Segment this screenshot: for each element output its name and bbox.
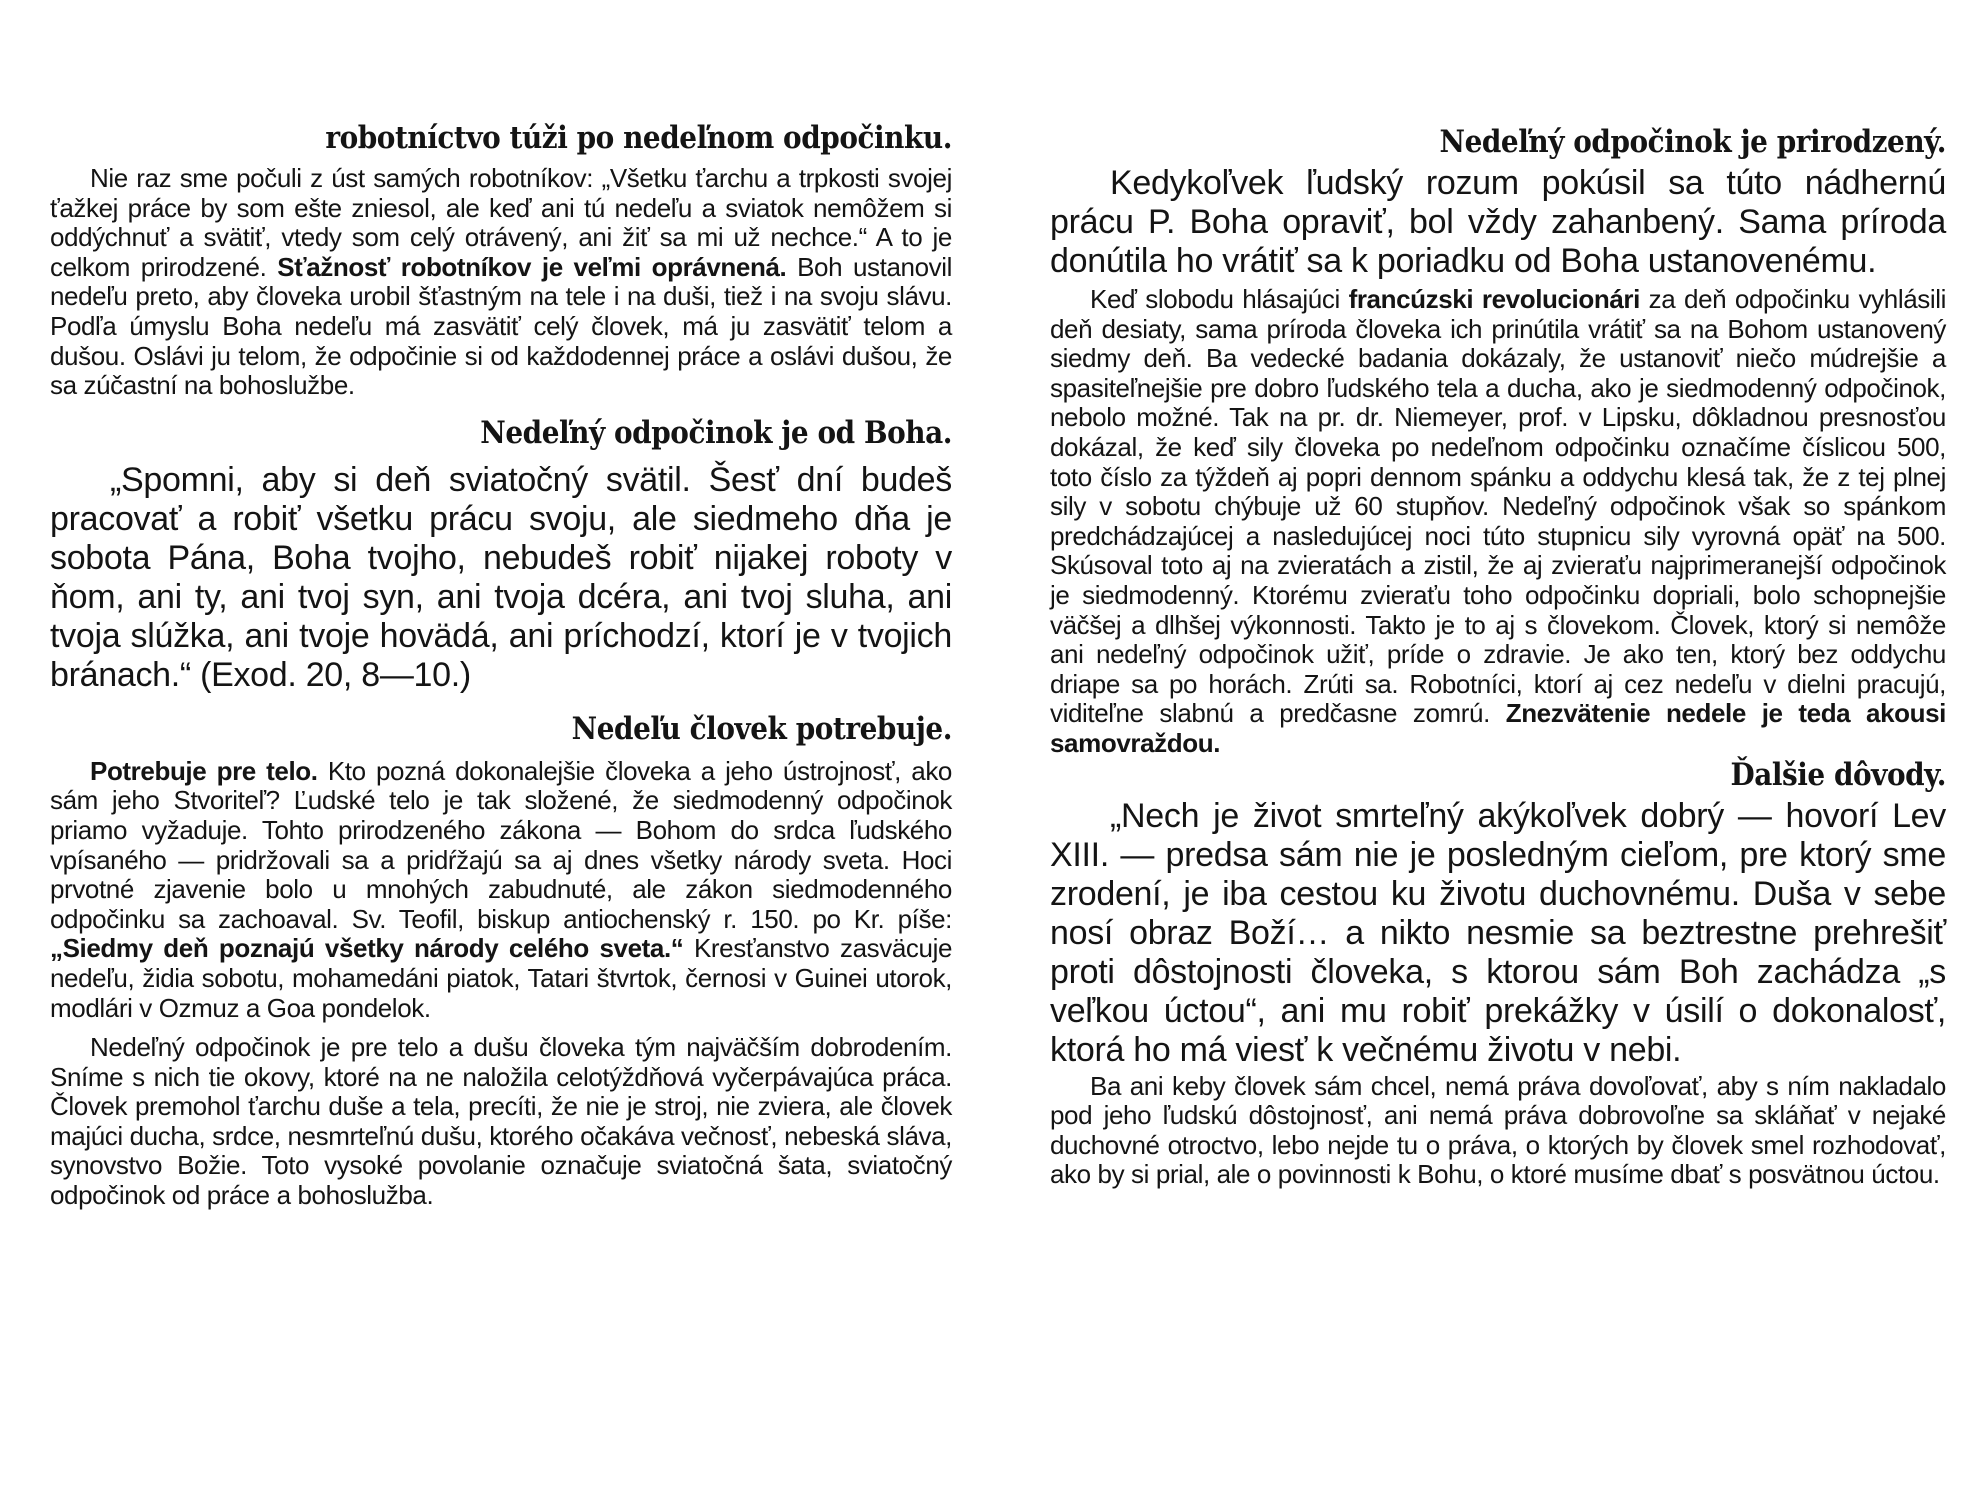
paragraph-text: Boh ustanovil nedeľu preto, aby človeka urobil šťastným na tele i na duši, tiež i na svoju slávu. Podľa úmyslu Boha nedeľu má zasvätiť celý človek, má ju zasvätiť telom a dušou. Oslávi ju telom, že odpočinie si od každodennej práce a oslávi dušou, že sa zúčastní na bohoslužbe.: [50, 251, 952, 401]
bold-phrase: Znezvätenie nedele je teda akousi samovraždou.: [1050, 698, 1946, 758]
paragraph-exodus-quote: „Spomni, aby si deň sviatočný svätil. Šesť dní budeš pracovať a robiť všetku prácu svoju, ale siedmeho dňa je sobota Pána, Boha tvojho, nebudeš robiť nijakej roboty v ňom, ani ty, ani tvoj syn, ani tvoja dcéra, ani tvoj sluha, ani tvoja slúžka, ani tvoje hovädá, ani príchodzí, ktorí je v tvojich bránach.“ (Exod. 20, 8—10.): [50, 460, 952, 694]
paragraph-french-revolutionaries: [1050, 285, 1946, 759]
paragraph-text: Keď slobodu hlásajúci: [1090, 284, 1349, 314]
paragraph-text: Kto pozná dokonalejšie človeka a jeho ústrojnosť, ako sám jeho Stvoriteľ? Ľudské telo je tak složené, že siedmodenný odpočinok priamo vyžaduje. Tohto prirodzeného zákona — Bohom do srdca ľudského vpísaného — pridržovali sa a pridŕžajú sa aj dnes všetky národy sveta. Hoci prvotné zjavenie bolo u mnohých zabudnuté, ale zákon siedmodenného odpočinku sa zachoaval. Sv. Teofil, biskup antiochenský r. 150. po Kr. píše:: [50, 755, 952, 934]
paragraph-needs-for-body: [50, 757, 952, 1023]
bold-quote: „Siedmy deň poznajú všetky národy celého sveta.“: [50, 933, 684, 964]
right-page: [1050, 118, 1946, 1190]
paragraph-workers-complaint: [50, 164, 952, 401]
heading-man-needs-sunday: Nedeľu človek potrebuje.: [571, 710, 952, 747]
heading-rest-from-god: Nedeľný odpočinok je od Boha.: [480, 414, 952, 451]
bold-phrase: francúzski revolucionári: [1348, 284, 1640, 314]
bold-phrase: Sťažnosť robotníkov je veľmi oprávnená.: [277, 251, 787, 282]
paragraph-human-reason: Kedykoľvek ľudský rozum pokúsil sa túto nádhernú prácu P. Boha opraviť, bol vždy zahanbený. Sama príroda donútila ho vrátiť sa k poriadku od Boha ustanovenému.: [1050, 164, 1946, 280]
heading-further-reasons: Ďalšie dôvody.: [1730, 756, 1946, 793]
heading-workers-long-for-rest: robotníctvo túži po nedeľnom odpočinku.: [325, 120, 953, 156]
paragraph-benefit-of-rest: Nedeľný odpočinok je pre telo a dušu človeka tým najväčším dobrodením. Sníme s nich tie okovy, ktoré na ne naložila celotýždňová vyčerpávajúca práca. Človek premohol ťarchu duše a tela, precíti, že nie je stroj, nie zviera, ale človek majúci ducha, srdce, nesmrteľnú dušu, ktorého očakáva večnosť, nebeská sláva, synovstvo Božie. Toto vysoké povolanie označuje sviatočná šata, sviatočný odpočinok od práce a bohoslužba.: [50, 1032, 952, 1211]
paragraph-text: Kresťanstvo zasväcuje nedeľu, židia sobotu, mohamedáni piatok, Tatari štvrtok, černosi v Guinei utorok, modlári v Ozmuz a Goa pondelok.: [50, 933, 952, 1023]
paragraph-duties-to-god: Ba ani keby človek sám chcel, nemá práva dovoľovať, aby s ním nakladalo pod jeho ľudskú dôstojnosť, ani nemá práva dobrovoľne sa skláňať v nejaké duchovné otroctvo, lebo nejde tu o práva, o ktorých by človek smel rozhodovať, ako by si prial, ale o povinnosti k Bohu, o ktoré musíme dbať s posvätnou úctou.: [1050, 1070, 1946, 1190]
paragraph-text: za deň odpočinku vyhlásili deň desiaty, sama príroda človeka ich prinútila vrátiť sa na Bohom ustanovený siedmy deň. Ba vedecké badania dokázaly, že ustanoviť niečo múdrejšie a spasiteľnejšie pre dobro ľudského tela a ducha, ako je siedmodenný odpočinok, nebolo možné. Tak na pr. dr. Niemeyer, prof. v Lipsku, dôkladnou presnosťou dokázal, že keď sily človeka po nedeľnom odpočinku označíme číslicou 500, toto číslo za týždeň aj popri dennom spánku a oddychu klesá tak, že z tej plnej sily v sobotu chýbuje už 60 stupňov. Nedeľný odpočinok však so spánkom predchádzajúcej a nasledujúcej noci túto stupnicu sily vyrovná opäť na 500. Skúsoval toto aj na zvieratách a zistil, že aj zvieraťu najprimeranejší odpočinok je siedmodenný. Ktorému zvieraťu toho odpočinku dopriali, bolo schopnejšie väčšej a dlhšej výkonnosti. Takto je to aj s človekom. Človek, ktorý si nemôže ani nedeľný odpočinok užiť, príde o zdravie. Je ako ten, ktorý bez oddychu driape sa po horách. Zrúti sa. Robotníci, ktorí aj cez nedeľu v dielni pracujú, viditeľne slabnú a predčasne zomrú.: [1050, 284, 1946, 729]
paragraph-leo-xiii-quote: „Nech je život smrteľný akýkoľvek dobrý — hovorí Lev XIII. — predsa sám nie je posledným cieľom, pre ktorý sme zrodení, je iba cestou ku životu duchovnému. Duša v sebe nosí obraz Boží… a nikto nesmie sa beztrestne prehrešiť proti dôstojnosti človeka, s ktorou sám Boh zachádza „s veľkou úctou“, ani mu robiť prekážky v úsilí o dokonalosť, ktorá ho má viesť k večnému životu v nebi.: [1050, 796, 1946, 1069]
paragraph-text: Nie raz sme počuli z úst samých robotníkov: „Všetku ťarchu a trpkosti svojej ťažkej práce by som ešte zniesol, ale keď ani tú nedeľu a sviatok nemôžem si oddýchnuť a svätiť, vtedy som celý otrávený, ani žiť sa mi už nechce.“ A to je celkom prirodzené.: [50, 163, 952, 282]
bold-phrase: Potrebuje pre telo.: [90, 755, 318, 786]
left-page: [50, 118, 952, 1211]
heading-rest-is-natural: Nedeľný odpočinok je prirodzený.: [1439, 124, 1946, 160]
